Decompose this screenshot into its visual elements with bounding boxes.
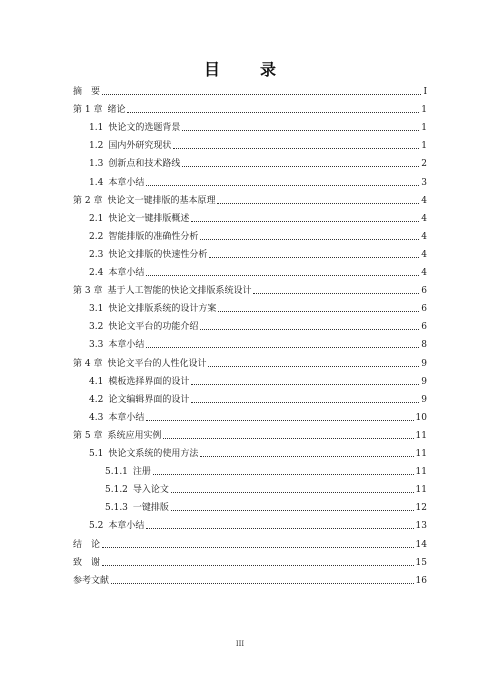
toc-entry-label	[73, 557, 101, 569]
toc-entry[interactable]	[89, 261, 427, 279]
toc-entry-label	[73, 358, 207, 370]
toc-entry-number: 1.2	[89, 141, 104, 152]
toc-entry-text: 摘 要	[73, 87, 101, 98]
toc-entry[interactable]	[89, 406, 427, 424]
toc-entry-page: 11	[415, 485, 427, 496]
toc-dot-leader	[102, 93, 421, 95]
toc-dot-leader	[182, 165, 419, 167]
toc-entry[interactable]	[89, 243, 427, 261]
toc-entry-text: 国内外研究现状	[108, 141, 172, 152]
toc-entry-page: I	[423, 87, 427, 98]
toc-entry[interactable]	[105, 478, 427, 496]
toc-entry-text: 快论文的选题背景	[108, 123, 181, 134]
toc-entry-label	[89, 339, 145, 351]
toc-entry[interactable]	[73, 533, 427, 551]
toc-entry-text: 模板选择界面的设计	[108, 376, 190, 387]
toc-dot-leader	[209, 256, 419, 258]
toc-entry-text: 致 谢	[73, 557, 101, 568]
toc-dot-leader	[200, 455, 413, 457]
toc-entry[interactable]	[105, 496, 427, 514]
toc-dot-leader	[191, 220, 419, 222]
page-title: 目 录	[203, 60, 288, 79]
toc-entry-text: 快论文排版的快速性分析	[108, 249, 208, 260]
toc-entry-page: 1	[421, 105, 427, 116]
toc-entry-label	[73, 575, 110, 587]
toc-entry-page: 12	[415, 503, 427, 514]
toc-entry-text: 本章小结	[108, 340, 145, 351]
toc-entry-text: 快论文平台的人性化设计	[107, 358, 207, 369]
toc-entry-page: 4	[421, 195, 427, 206]
toc-dot-leader	[208, 365, 419, 367]
toc-entry-text: 快论文系统的使用方法	[108, 449, 199, 460]
toc-entry[interactable]	[105, 460, 427, 478]
toc-entry-label	[73, 539, 101, 551]
toc-entry-number: 第 5 章	[73, 430, 103, 441]
toc-dot-leader	[191, 401, 419, 403]
toc-entry-label	[89, 376, 190, 388]
toc-entry-page: 9	[421, 376, 427, 387]
toc-entry-number: 4.3	[89, 412, 104, 423]
toc-entry-text: 快论文一键排版概述	[108, 213, 190, 224]
toc-dot-leader	[146, 274, 419, 276]
toc-entry-label	[89, 448, 199, 460]
toc-entry[interactable]	[89, 207, 427, 225]
toc-entry-text: 系统应用实例	[107, 430, 162, 441]
toc-dot-leader	[146, 419, 413, 421]
toc-entry-page: 4	[421, 231, 427, 242]
toc-dot-leader	[200, 238, 419, 240]
toc-entry-text: 本章小结	[108, 177, 145, 188]
toc-dot-leader	[253, 292, 419, 294]
toc-entry-page: 4	[421, 268, 427, 279]
toc-dot-leader	[102, 564, 414, 566]
toc-entry-text: 注册	[132, 467, 151, 478]
toc-dot-leader	[217, 202, 419, 204]
toc-entry-number: 5.2	[89, 521, 104, 532]
toc-entry-text: 本章小结	[108, 412, 145, 423]
toc-entry-number: 2.4	[89, 268, 104, 279]
toc-dot-leader	[173, 147, 419, 149]
toc-entry-label	[73, 430, 162, 442]
toc-entry-text: 快论文平台的功能介绍	[108, 322, 199, 333]
toc-entry-page: 4	[421, 213, 427, 224]
toc-entry-page: 6	[421, 286, 427, 297]
toc-entry-number: 第 3 章	[73, 286, 103, 297]
toc-entry[interactable]	[73, 80, 427, 98]
toc-entry-text: 参考文献	[73, 575, 110, 586]
toc-entry-label	[89, 520, 145, 532]
toc-entry-number: 第 2 章	[73, 195, 103, 206]
toc-entry-label	[73, 285, 252, 297]
toc-entry-number: 4.2	[89, 394, 104, 405]
toc-entry-number: 2.1	[89, 213, 104, 224]
toc-entry-text: 快论文排版系统的设计方案	[108, 304, 217, 315]
toc-entry[interactable]	[73, 569, 427, 587]
toc-entry-page: 11	[415, 430, 427, 441]
toc-entry-page: 9	[421, 394, 427, 405]
toc-entry-page: 10	[415, 412, 427, 423]
toc-dot-leader	[191, 383, 419, 385]
toc-dot-leader	[200, 328, 419, 330]
toc-entry-text: 结 论	[73, 539, 101, 550]
toc-entry-label	[73, 86, 101, 98]
toc-entry-label	[89, 122, 181, 134]
toc-entry-number: 5.1.3	[105, 503, 128, 514]
toc-entry[interactable]	[89, 116, 427, 134]
toc-entry-text: 智能排版的准确性分析	[108, 231, 199, 242]
toc-entry[interactable]	[73, 279, 427, 297]
toc-entry-text: 论文编辑界面的设计	[108, 394, 190, 405]
toc-entry-label	[105, 484, 170, 496]
toc-dot-leader	[146, 184, 419, 186]
toc-entry[interactable]	[89, 171, 427, 189]
toc-entry-number: 2.3	[89, 249, 104, 260]
toc-dot-leader	[146, 346, 419, 348]
toc-entry-label	[89, 140, 172, 152]
toc-entry-number: 第 1 章	[73, 105, 103, 116]
toc-entry-label	[89, 321, 199, 333]
toc-entry-number: 5.1	[89, 449, 104, 460]
toc-entry[interactable]	[89, 333, 427, 351]
toc-entry-number: 3.1	[89, 304, 104, 315]
toc-dot-leader	[127, 111, 419, 113]
toc-entry-page: 9	[421, 358, 427, 369]
toc-entry-text: 导入论文	[132, 485, 169, 496]
toc-entry[interactable]	[73, 551, 427, 569]
toc-entry-text: 快论文一键排版的基本原理	[107, 195, 216, 206]
toc-entry-label	[89, 158, 181, 170]
toc-dot-leader	[171, 509, 414, 511]
toc-dot-leader	[146, 527, 413, 529]
toc-entry-text: 基于人工智能的快论文排版系统设计	[107, 286, 252, 297]
toc-entry-number: 1.1	[89, 123, 104, 134]
toc-entry-text: 创新点和技术路线	[108, 159, 181, 170]
toc-entry-text: 本章小结	[108, 521, 145, 532]
toc-entry-text: 绪论	[107, 105, 126, 116]
toc-entry[interactable]	[89, 134, 427, 152]
toc-entry-number: 3.3	[89, 340, 104, 351]
toc-entry-page: 14	[415, 539, 427, 550]
toc-entry-label	[89, 249, 208, 261]
toc-entry-label	[89, 177, 145, 189]
toc-entry-label	[89, 213, 190, 225]
toc-entry-number: 2.2	[89, 231, 104, 242]
toc-entry-number: 4.1	[89, 376, 104, 387]
toc-entry-number: 5.1.1	[105, 467, 128, 478]
toc-entry-number: 5.1.2	[105, 485, 128, 496]
toc-entry-page: 16	[415, 575, 427, 586]
toc-entry-page: 4	[421, 249, 427, 260]
toc-entry-number: 1.4	[89, 177, 104, 188]
toc-entry[interactable]	[89, 442, 427, 460]
toc-entry-number: 3.2	[89, 322, 104, 333]
toc-entry-number: 1.3	[89, 159, 104, 170]
toc-entry-label	[73, 104, 126, 116]
toc-entry[interactable]	[89, 388, 427, 406]
toc-entry-text: 一键排版	[132, 503, 169, 514]
toc-entry-page: 3	[421, 177, 427, 188]
toc-entry[interactable]	[73, 98, 427, 116]
toc-entry[interactable]	[89, 315, 427, 333]
toc-entry[interactable]	[89, 152, 427, 170]
toc-entry-label	[89, 231, 199, 243]
toc-entry-page: 15	[415, 557, 427, 568]
toc-dot-leader	[153, 473, 414, 475]
toc-entry-label	[73, 195, 216, 207]
toc-entry-label	[89, 394, 190, 406]
toc-entry-page: 6	[421, 322, 427, 333]
toc-entry-text: 本章小结	[108, 268, 145, 279]
toc-entry-page: 2	[421, 159, 427, 170]
toc-entry-page: 8	[421, 340, 427, 351]
toc-entry[interactable]	[73, 189, 427, 207]
toc-entry[interactable]	[73, 352, 427, 370]
toc-entry-page: 11	[415, 467, 427, 478]
toc-entry-page: 1	[421, 141, 427, 152]
toc-dot-leader	[218, 310, 419, 312]
page-number: III	[235, 640, 245, 648]
toc-entry-label	[105, 502, 170, 514]
toc-entry-page: 13	[415, 521, 427, 532]
toc-dot-leader	[182, 129, 419, 131]
toc-dot-leader	[102, 546, 414, 548]
toc-entry-label	[89, 412, 145, 424]
toc-entry-label	[89, 303, 217, 315]
toc-entry[interactable]	[89, 297, 427, 315]
toc-entry[interactable]	[89, 514, 427, 532]
toc-entry-page: 11	[415, 449, 427, 460]
toc-dot-leader	[111, 582, 414, 584]
toc-entry[interactable]	[89, 225, 427, 243]
toc-entry-label	[105, 466, 152, 478]
toc-entry-number: 第 4 章	[73, 358, 103, 369]
toc-dot-leader	[171, 491, 414, 493]
toc-entry[interactable]	[89, 370, 427, 388]
toc-entry-page: 1	[421, 123, 427, 134]
toc-dot-leader	[163, 437, 413, 439]
toc-entry-label	[89, 267, 145, 279]
toc-entry[interactable]	[73, 424, 427, 442]
toc-entry-page: 6	[421, 304, 427, 315]
